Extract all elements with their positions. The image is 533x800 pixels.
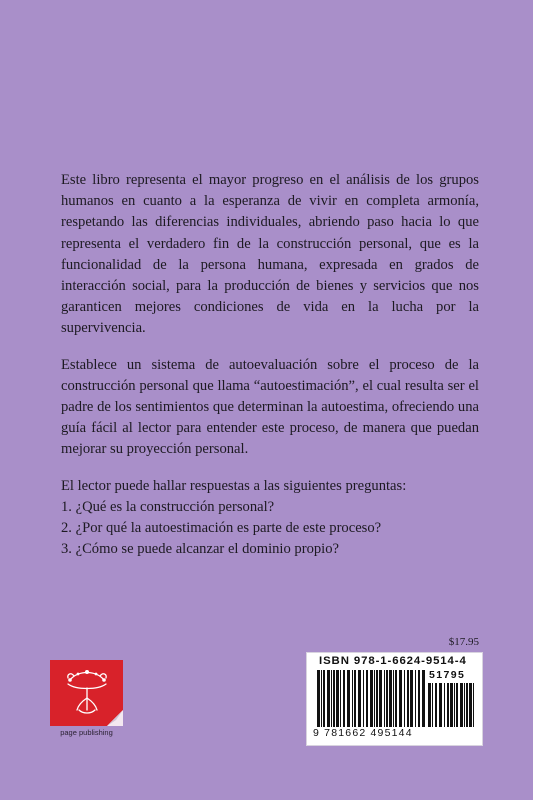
barcode-bar — [352, 670, 353, 727]
barcode-bar — [444, 683, 445, 727]
barcode-bar — [454, 683, 455, 727]
barcode-bar — [336, 670, 339, 727]
barcode-bar — [450, 683, 453, 727]
publisher-logo — [50, 660, 123, 740]
barcode-bar — [418, 670, 420, 727]
barcode-bar — [317, 670, 320, 727]
addon-bars — [428, 683, 476, 727]
barcode-bar — [393, 670, 394, 727]
barcode-bar — [340, 670, 341, 727]
barcode-bar — [456, 683, 458, 727]
barcode-bar — [395, 670, 397, 727]
barcode-bar — [389, 670, 392, 727]
barcode-bar — [432, 683, 433, 727]
price-label: $17.95 — [448, 636, 479, 648]
barcode-bar — [376, 670, 378, 727]
barcode-bar — [422, 670, 425, 727]
barcode-bar — [435, 683, 437, 727]
barcode-bar — [321, 670, 322, 727]
barcode-bar — [404, 670, 405, 727]
barcode-bar — [473, 683, 474, 727]
logo-red-square — [50, 660, 123, 726]
barcode-bar — [460, 683, 463, 727]
barcode-bar — [447, 683, 449, 727]
barcode-price-code: 51795 — [429, 669, 466, 681]
barcode-bar — [386, 670, 388, 727]
ean-digits: 9 781662 495144 — [313, 727, 413, 739]
barcode-bar — [428, 683, 431, 727]
barcode-bar — [379, 670, 382, 727]
barcode-bar — [415, 670, 416, 727]
back-cover-blurb — [61, 170, 479, 560]
barcode-bar — [363, 670, 364, 727]
questions-intro: El lector puede hallar respuestas a las siguientes preguntas: — [61, 477, 407, 494]
barcode-bar — [333, 670, 335, 727]
barcode-bar — [366, 670, 368, 727]
isbn-number: ISBN 978-1-6624-9514-4 — [319, 655, 467, 667]
barcode-bar — [464, 683, 465, 727]
ean-bars — [317, 670, 425, 727]
barcode-bar — [410, 670, 413, 727]
question-item-3: 3. ¿Cómo se puede alcanzar el dominio propio? — [61, 541, 340, 558]
barcode-bar — [354, 670, 356, 727]
barcode-bar — [370, 670, 373, 727]
barcode-bar — [407, 670, 409, 727]
barcode-bar — [343, 670, 345, 727]
barcode-bar — [327, 670, 330, 727]
barcode-bar — [323, 670, 325, 727]
blurb-paragraph-1: Este libro representa el mayor progreso en el análisis de los grupos humanos en cuanto a la esperanza de vivir en completa armonía, respetando las diferencias individuales, abriendo paso hacia lo que representa el verdadero fin de la construcción personal, que es la funcionalidad de la persona humana, expresada en grados de interacción social, para la producción de bienes y servicios que nos garanticen mejores condiciones de vida en la lucha por la supervivencia. — [61, 172, 479, 337]
barcode-bar — [331, 670, 332, 727]
question-item-2: 2. ¿Por qué la autoestimación es parte de este proceso? — [61, 520, 382, 537]
barcode-bar — [399, 670, 402, 727]
barcode-bar — [358, 670, 361, 727]
isbn-barcode — [306, 652, 483, 746]
barcode-bar — [384, 670, 385, 727]
barcode-bar — [439, 683, 442, 727]
barcode-bar — [347, 670, 350, 727]
barcode-bar — [466, 683, 468, 727]
barcode-bar — [374, 670, 375, 727]
publisher-name: page publishing — [60, 728, 113, 737]
tree-figure-icon — [50, 660, 123, 726]
barcode-bar — [469, 683, 472, 727]
blurb-paragraph-2: Establece un sistema de autoevaluación sobre el proceso de la construcción personal que llama “autoestimación”, el cual resulta ser el padre de los sentimientos que determinan la autoestima, ofreciendo una guía fácil al lector para entender este proceso, de manera que puedan mejorar su proyección personal. — [61, 356, 479, 458]
question-item-1: 1. ¿Qué es la construcción personal? — [61, 498, 275, 515]
